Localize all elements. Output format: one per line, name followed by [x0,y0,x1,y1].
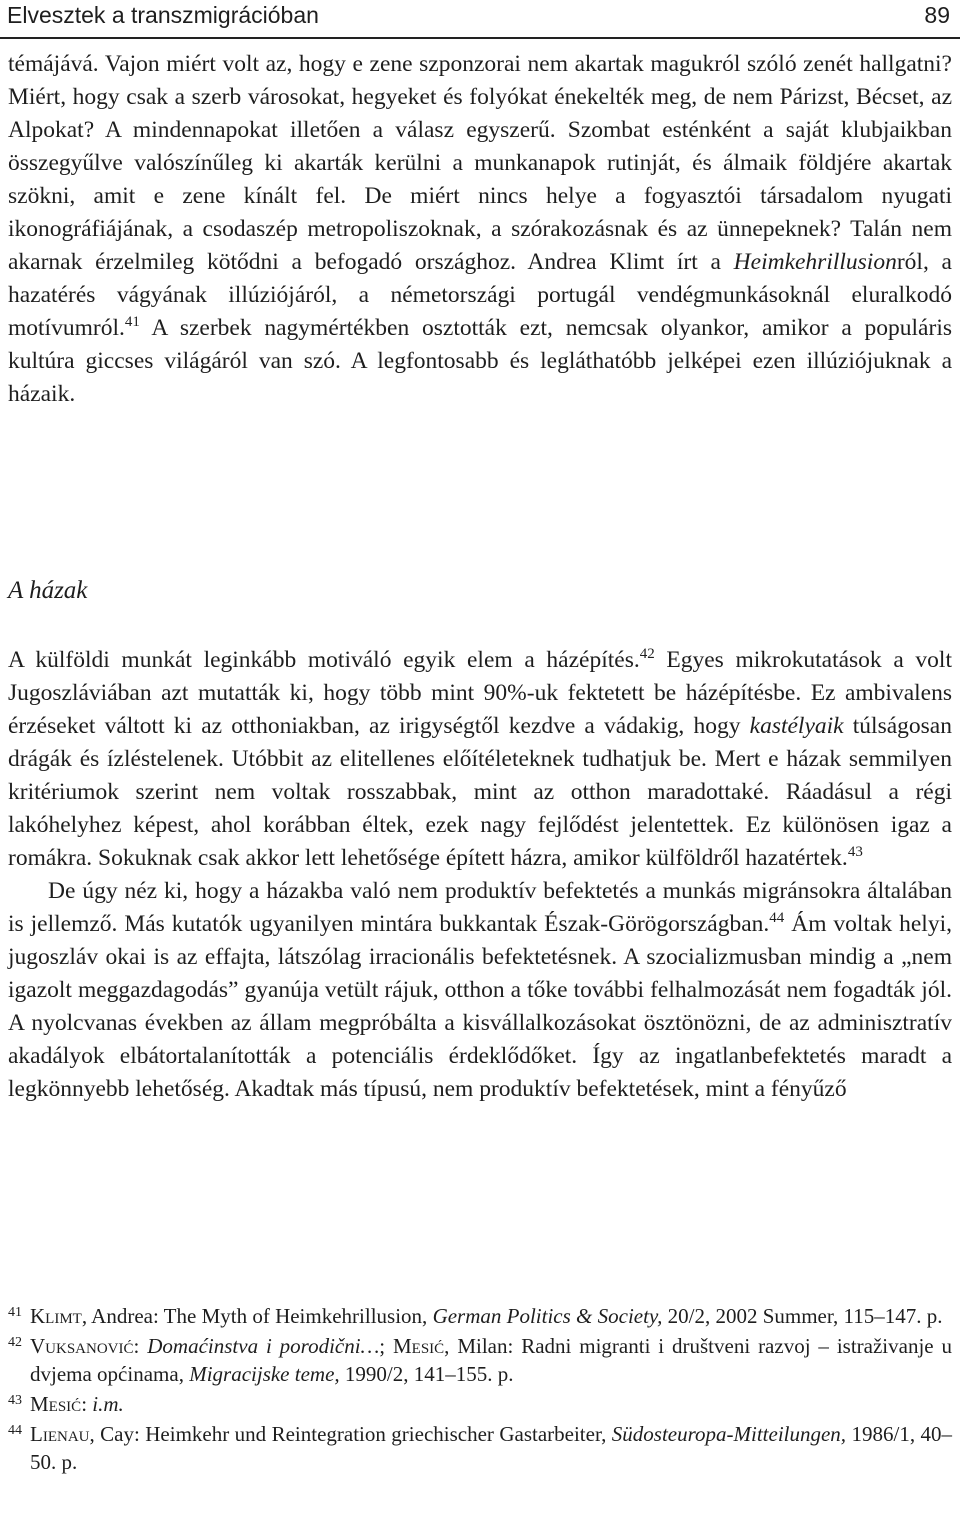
footnote-text: i.m. [92,1392,124,1416]
footnote-author: Vuksanović [30,1334,134,1358]
footnote-author: Lienau [30,1422,90,1446]
italic-term: Heimkehrillusion [733,249,897,275]
footnote-text: , Andrea: The Myth of Heimkehrillusion, [81,1304,433,1328]
footnote-ref-41[interactable]: 41 [124,314,140,330]
paragraph-text: témájává. Vajon miért volt az, hogy e zene szponzorai nem akartak magukról szóló zenét hallgatni? Miért, hogy csak a szerb városokat, hegyeket és folyókat énekelték meg, de nem Párizst, Bécset, az Alpokat? A mindennapokat illetően a válasz egyszerű. Szombat esténként a saját klubjaikban összegyűlve valószínűleg ki akarták kerülni a munkanapok rutinját, és álmaik földjére akartak szökni, amit e zene kínált fel. De miért nincs helye a fogyasztói társadalom nyugati ikonográfiájának, a csodaszép metropoliszoknak, a szórakozásnak és az ünnepeknek? Talán nem akarnak érzelmileg kötődni a befogadó országhoz. Andrea Klimt írt a [8,51,952,275]
paragraph-3 [8,875,952,1106]
running-header [0,0,960,32]
footnotes [8,1302,952,1478]
footnote-text: 20/2, 2002 Summer, 115–147. p. [662,1304,943,1328]
footnote-41 [8,1302,952,1330]
footnote-text: , Cay: Heimkehr und Reintegration griechischer Gastarbeiter, [89,1422,612,1446]
section-heading: A házak [8,577,88,604]
footnote-number: 43 [8,1393,22,1408]
paragraph-text: De úgy néz ki, hogy a házakba való nem produktív befektetés a munkás migránsokra általában is jellemző. Más kutatók ugyanilyen mintára bukkantak Észak-Görögországban. [8,878,952,937]
paragraph-text: Egyes mikrokutatások a volt Jugoszláviában azt mutatták ki, hogy több mint 90%-uk fektetett be házépítésbe. Ez ambivalens érzéseket váltott ki az otthoniakban, az irigységtől kezdve a vádakig, hogy [8,647,952,739]
footnote-text: 1990/2, 141–155. p. [339,1362,514,1386]
paragraph-2 [8,644,952,875]
footnote-ref-43[interactable]: 43 [847,844,863,860]
section-body [8,644,952,1106]
footnote-journal: Südosteuropa-Mitteilungen, [611,1422,847,1446]
footnote-ref-42[interactable]: 42 [639,646,655,662]
footnote-number: 41 [8,1305,22,1320]
footnote-author: Klimt [30,1304,82,1328]
paragraph-text: A külföldi munkát leginkább motiváló egyik elem a házépítés. [8,647,640,673]
paragraph-text: Ám voltak helyi, jugoszláv okai is az effajta, látszólag irracionális befektetésnek. A szocializmusban mindig a „nem igazolt meggazdagodás” gyanúja vetült rájuk, otthon a tőke további felhalmozását nem fogadták jól. A nyolcvanas években az állam megpróbálta a kisvállalkozásokat ösztönözni, de az adminisztratív akadályok elbátortalanították a potenciális érdeklődőket. Így az ingatlanbefektetés maradt a legkönnyebb lehetőség. Akadtak más típusú, nem produktív befektetések, mint a fényűző [8,911,952,1102]
footnote-ref-44[interactable]: 44 [769,910,785,926]
page-number: 89 [924,2,950,28]
footnote-author: Mesić [392,1334,445,1358]
footnote-43: 43 Mesić: i.m. [8,1390,952,1418]
paragraph-1 [8,48,952,411]
footnote-42: 42 Vuksanović: Domaćinstva i porodični…; Mesić, Milan: Radni migranti i društveni razvoj – istraživanje u dvjema općinama, Migracijske teme, 1990/2, 141–155. p. [8,1332,952,1388]
paragraph-text: ról, a hazatérés vágyának illúziójáról, a németországi portugál vendégmunkásoknál eluralkodó motívumról. [8,249,952,341]
chapter-title: Elvesztek a transzmigrációban [7,2,319,28]
footnote-title: Domaćinstva i porodični… [147,1334,380,1358]
footnote-text: 1986/1, 40–50. p. [30,1422,952,1474]
footnote-journal: Migracijske teme, [189,1362,340,1386]
footnote-text: , Milan: Radni migranti i društveni razvoj – istraživanje u dvjema općinama, [30,1334,952,1386]
footnote-author: Mesić [30,1392,82,1416]
footnote-number: 44 [8,1423,22,1438]
header-rule [0,37,960,39]
paragraph-text: A szerbek nagymértékben osztották ezt, nemcsak olyankor, amikor a populáris kultúra giccses világáról van szó. A legfontosabb és legláthatóbb jelképei ezen illúziójuknak a házaik. [8,315,952,407]
paragraph-text: túlságosan drágák és ízléstelenek. Utóbbit az elitellenes előítéleteknek tudhatjuk be. Mert e házak semmilyen kritériumok szerint nem voltak rosszabbak, mint az otthon maradottaké. Ráadásul a régi lakóhelyhez képest, ahol korábban éltek, ezek nagy fejlődést jelentettek. Ez különösen igaz a romákra. Sokuknak csak akkor lett lehetősége épített házra, amikor külföldről hazatértek. [8,713,952,871]
footnote-journal: German Politics & Society, [432,1304,663,1328]
footnote-44 [8,1420,952,1476]
italic-term: kastélyaik [749,713,844,739]
footnote-number: 42 [8,1335,22,1350]
